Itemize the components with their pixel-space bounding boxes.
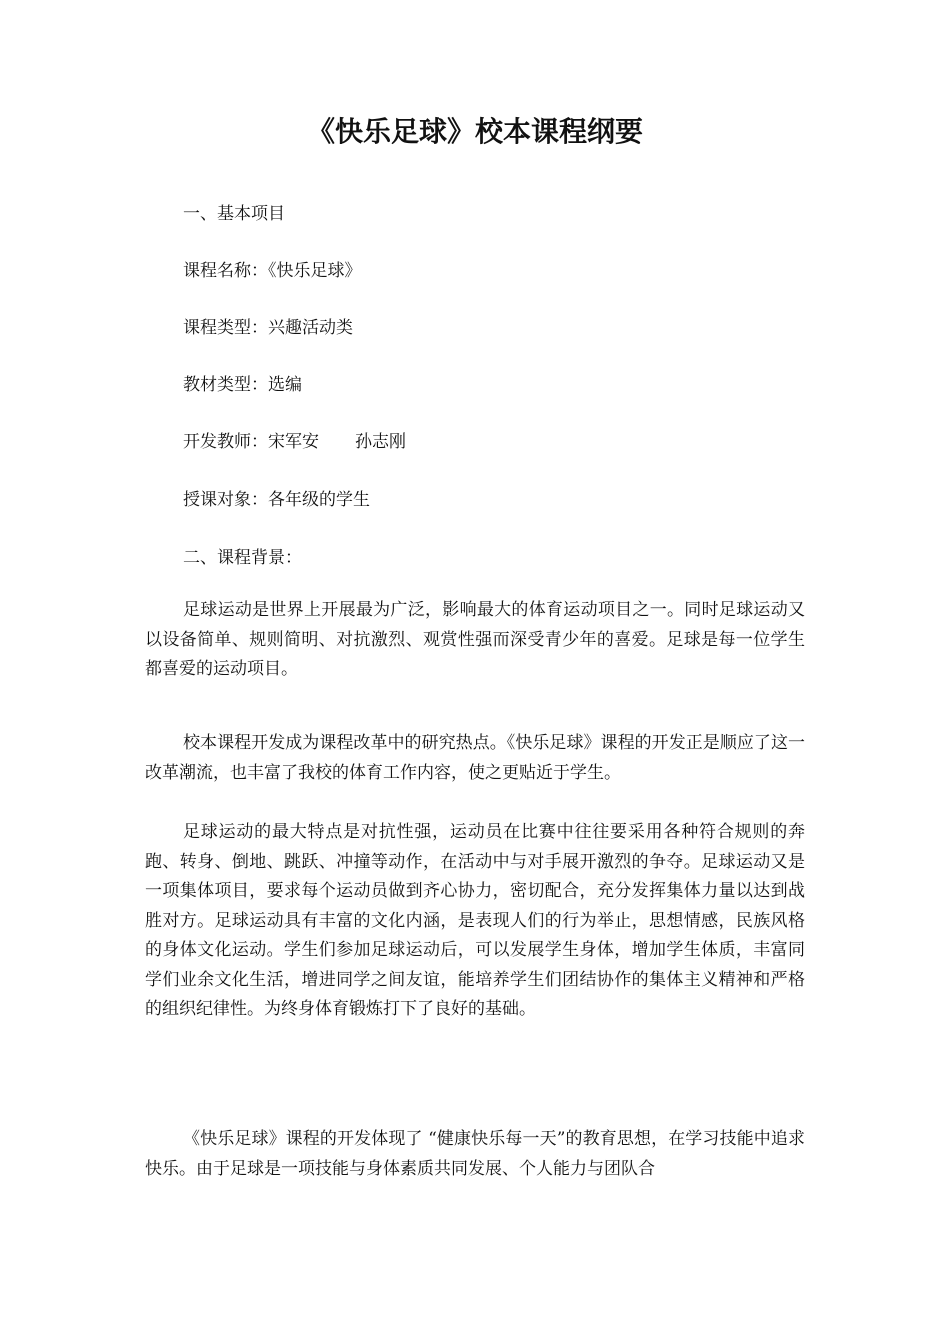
section-heading-background: 二、课程背景： bbox=[183, 548, 302, 568]
teachers-line bbox=[183, 427, 406, 452]
background-paragraph: 校本课程开发成为课程改革中的研究热点。《快乐足球》课程的开发正是顺应了这一改革潮流，也丰富了我校的体育工作内容，使之更贴近于学生。 bbox=[145, 733, 805, 783]
section-heading-basic: 一、基本项目 bbox=[183, 204, 285, 224]
teachers-label: 开发教师：宋军安 bbox=[183, 432, 319, 452]
audience-line: 授课对象：各年级的学生 bbox=[183, 490, 370, 510]
course-type-line: 课程类型：兴趣活动类 bbox=[183, 318, 353, 338]
background-paragraph: 足球运动的最大特点是对抗性强，运动员在比赛中往往要采用各种符合规则的奔跑、转身、倒地、跳跃、冲撞等动作，在活动中与对手展开激烈的争夺。足球运动又是一项集体项目，要求每个运动员做到齐心协力，密切配合，充分发挥集体力量以达到战胜对方。足球运动具有丰富的文化内涵，是表现人们的行为举止，思想情感，民族风格的身体文化运动。学生们参加足球运动后，可以发展学生身体，增加学生体质，丰富同学们业余文化生活，增进同学之间友谊，能培养学生们团结协作的集体主义精神和严格的组织纪律性。为终身体育锻炼打下了良好的基础。 bbox=[145, 822, 805, 1019]
course-name-line: 课程名称：《快乐足球》 bbox=[183, 261, 362, 281]
background-paragraph: 足球运动是世界上开展最为广泛，影响最大的体育运动项目之一。同时足球运动又以设备简单、规则简明、对抗激烈、观赏性强而深受青少年的喜爱。足球是每一位学生都喜爱的运动项目。 bbox=[145, 600, 805, 679]
material-type-line: 教材类型：选编 bbox=[183, 375, 302, 395]
teacher-second: 孙志刚 bbox=[355, 432, 406, 452]
document-title: 《快乐足球》校本课程纲要 bbox=[306, 115, 643, 148]
background-paragraph: 《快乐足球》课程的开发体现了 “健康快乐每一天”的教育思想，在学习技能中追求快乐。由于足球是一项技能与身体素质共同发展、个人能力与团队合 bbox=[145, 1129, 805, 1179]
